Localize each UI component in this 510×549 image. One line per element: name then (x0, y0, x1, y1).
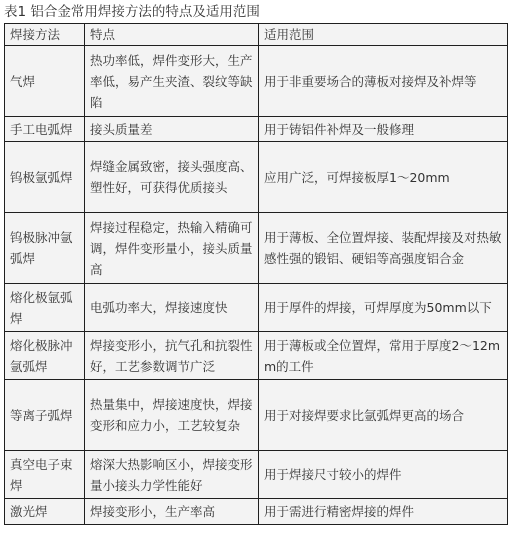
cell-features: 接头质量差 (85, 117, 259, 142)
cell-scope: 用于薄板或全位置焊，常用于厚度2～12mm的工件 (259, 332, 508, 380)
table-row (5, 213, 508, 284)
cell-method: 熔化极脉冲氩弧焊 (5, 332, 85, 380)
table-row (5, 117, 508, 142)
cell-features: 熔深大热影响区小，焊接变形量小接头力学性能好 (85, 451, 259, 499)
table-row (5, 142, 508, 213)
table-row (5, 46, 508, 117)
cell-features: 焊接变形小，生产率高 (85, 499, 259, 525)
table-row (5, 332, 508, 380)
cell-scope: 用于对接焊要求比氩弧焊更高的场合 (259, 380, 508, 451)
cell-method: 钨极脉冲氩弧焊 (5, 213, 85, 284)
cell-features: 电弧功率大，焊接速度快 (85, 284, 259, 332)
table-row (5, 451, 508, 499)
cell-method: 钨极氩弧焊 (5, 142, 85, 213)
table-row (5, 380, 508, 451)
cell-features: 焊缝金属致密，接头强度高、塑性好，可获得优质接头 (85, 142, 259, 213)
welding-methods-table (4, 23, 508, 525)
cell-method: 手工电弧焊 (5, 117, 85, 142)
table-row (5, 284, 508, 332)
cell-method: 真空电子束焊 (5, 451, 85, 499)
cell-method: 熔化极氩弧焊 (5, 284, 85, 332)
cell-features: 热功率低，焊件变形大，生产率低，易产生夹渣、裂纹等缺陷 (85, 46, 259, 117)
cell-features: 焊接变形小，抗气孔和抗裂性好，工艺参数调节广泛 (85, 332, 259, 380)
cell-scope: 用于焊接尺寸较小的焊件 (259, 451, 508, 499)
cell-scope: 用于厚件的焊接，可焊厚度为50mm以下 (259, 284, 508, 332)
cell-scope: 应用广泛，可焊接板厚1～20mm (259, 142, 508, 213)
cell-features: 焊接过程稳定，热输入精确可调，焊件变形量小，接头质量高 (85, 213, 259, 284)
table-header-row (5, 24, 508, 46)
header-scope: 适用范围 (259, 24, 508, 46)
cell-method: 激光焊 (5, 499, 85, 525)
cell-method: 气焊 (5, 46, 85, 117)
cell-scope: 用于非重要场合的薄板对接焊及补焊等 (259, 46, 508, 117)
cell-scope: 用于需进行精密焊接的焊件 (259, 499, 508, 525)
header-method: 焊接方法 (5, 24, 85, 46)
cell-method: 等离子弧焊 (5, 380, 85, 451)
cell-scope: 用于薄板、全位置焊接、装配焊接及对热敏感性强的锻铝、硬铝等高强度铝合金 (259, 213, 508, 284)
table-row (5, 499, 508, 525)
cell-scope: 用于铸铝件补焊及一般修理 (259, 117, 508, 142)
header-features: 特点 (85, 24, 259, 46)
table-caption: 表1 铝合金常用焊接方法的特点及适用范围 (4, 4, 260, 20)
cell-features: 热量集中，焊接速度快，焊接变形和应力小，工艺较复杂 (85, 380, 259, 451)
